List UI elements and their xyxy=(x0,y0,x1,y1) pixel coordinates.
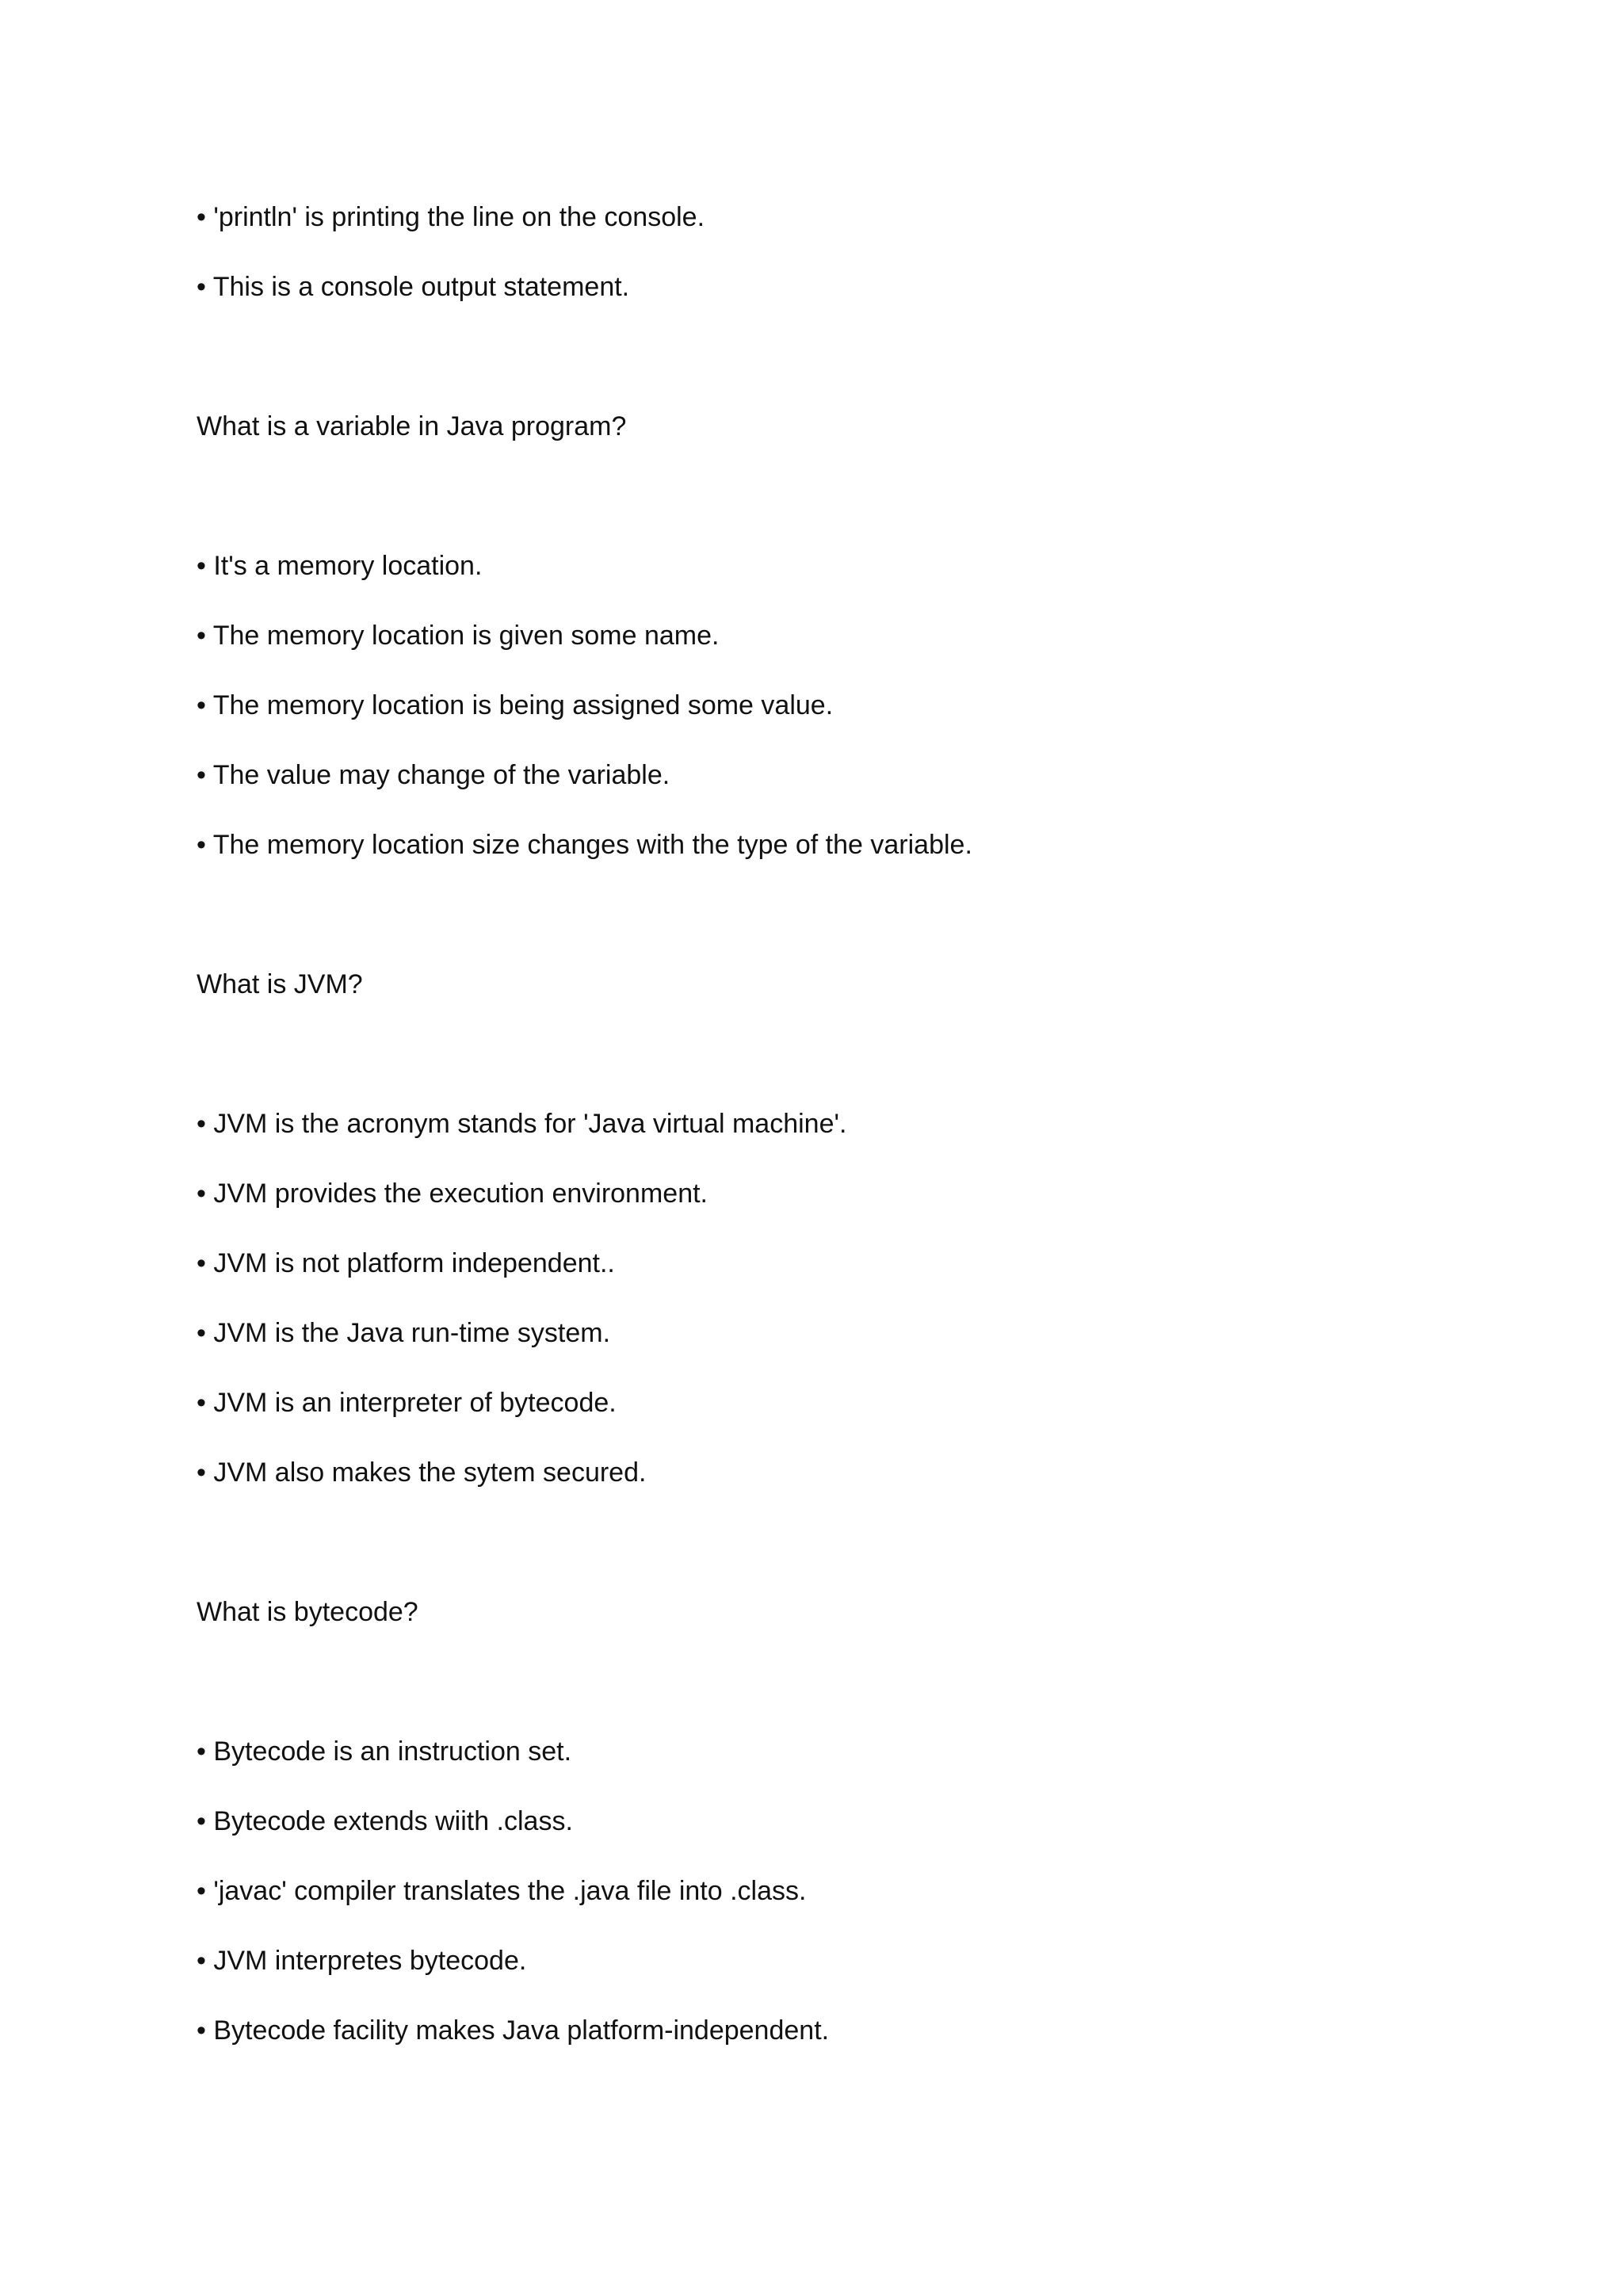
bullet-item: • JVM interpretes bytecode. xyxy=(197,1946,527,1976)
bullet-item: • JVM is an interpreter of bytecode. xyxy=(197,1388,617,1418)
bullet-item: • The memory location is given some name. xyxy=(197,621,720,651)
bullet-item: • The value may change of the variable. xyxy=(197,760,670,790)
bullet-item: • Bytecode extends wiith .class. xyxy=(197,1806,573,1836)
bullet-item: • JVM provides the execution environment. xyxy=(197,1179,708,1209)
bullet-item: • Bytecode facility makes Java platform-independent. xyxy=(197,2015,830,2046)
bullet-item: • The memory location is being assigned some value. xyxy=(197,690,834,720)
bullet-item: • JVM is not platform independent.. xyxy=(197,1248,615,1278)
question-heading: What is bytecode? xyxy=(197,1597,418,1627)
bullet-item: • 'println' is printing the line on the console. xyxy=(197,202,705,232)
bullet-item: • It's a memory location. xyxy=(197,551,483,581)
question-heading: What is JVM? xyxy=(197,969,363,999)
bullet-item: • Bytecode is an instruction set. xyxy=(197,1736,572,1767)
bullet-item: • JVM is the Java run-time system. xyxy=(197,1318,611,1348)
bullet-item: • The memory location size changes with the type of the variable. xyxy=(197,830,972,860)
bullet-item: • JVM also makes the sytem secured. xyxy=(197,1457,647,1488)
bullet-item: • 'javac' compiler translates the .java file into .class. xyxy=(197,1876,807,1906)
bullet-item: • This is a console output statement. xyxy=(197,272,630,302)
question-heading: What is a variable in Java program? xyxy=(197,411,627,441)
bullet-item: • JVM is the acronym stands for 'Java virtual machine'. xyxy=(197,1109,847,1139)
